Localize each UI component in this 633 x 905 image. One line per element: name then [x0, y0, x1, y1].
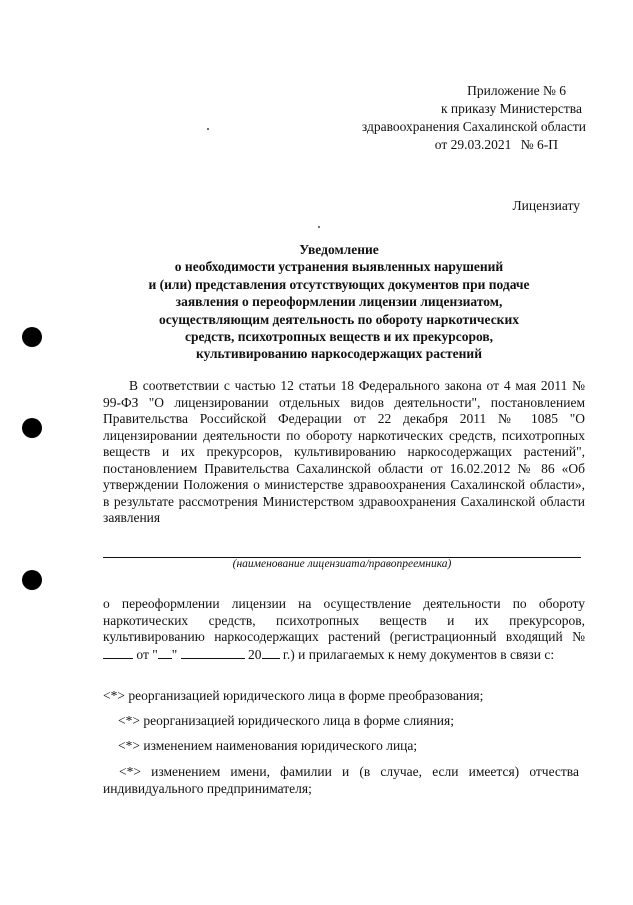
order-date-prefix: от: [434, 137, 448, 152]
registration-date-quote: ": [171, 646, 178, 662]
main-paragraph: В соответствии с частью 12 статьи 18 Федерального закона от 4 мая 2011 № 99-ФЗ "О лицензировании отдельных видов деятельности", постановлением Правительства Российской Федерации от 22 декабря 2011 № 1085 "О лицензировании деятельности по обороту наркотических средств, психотропных веществ и их прекурсоров, культивированию наркосодержащих растений", постановлением Правительства Сахалинской области от 16.02.2012 № 86 «Об утверждении Положения о министерстве здравоохранения Сахалинской области», в результате рассмотрения Министерством здравоохранения Сахалинской области заявления: [103, 378, 585, 525]
order-date-line: [362, 136, 558, 154]
ministry-name: здравоохранения Сахалинской области: [361, 119, 586, 134]
registration-date-label: от ": [136, 646, 158, 662]
addressee: Лицензиату: [512, 198, 580, 213]
registration-number-blank: [103, 646, 133, 659]
option-entrepreneur-name-change: <*> изменением имени, фамилии и (в случае, если имеется) отчества индивидуального предпринимателя;: [103, 764, 579, 796]
option-name-change: <*> изменением наименования юридического лица;: [118, 738, 418, 753]
order-date: 29.03.2021: [450, 137, 512, 152]
appendix-number: Приложение № 6: [467, 83, 566, 98]
title-line: и (или) представления отсутствующих документов при подаче: [148, 276, 530, 292]
option-transformation: <*> реорганизацией юридического лица в форме преобразования;: [103, 688, 484, 703]
title-line: осуществляющим деятельность по обороту наркотических: [159, 311, 519, 327]
punch-hole-middle: [22, 418, 42, 438]
order-reference: к приказу Министерства: [440, 101, 582, 116]
registration-day-blank: [158, 646, 172, 659]
title-line: заявления о переоформлении лицензии лицензиатом,: [175, 294, 503, 310]
scan-speck: [318, 226, 320, 228]
registration-number-label: №: [572, 629, 586, 644]
punch-hole-bottom: [22, 570, 42, 590]
document-header: [362, 82, 586, 154]
title-line: Уведомление: [299, 242, 379, 257]
title-line: средств, психотропных веществ и их прекурсоров,: [184, 329, 494, 345]
option-merger: <*> реорганизацией юридического лица в форме слияния;: [118, 713, 454, 728]
registration-year-blank: [262, 646, 280, 659]
punch-hole-top: [22, 327, 42, 347]
registration-year-label: 20: [248, 646, 262, 662]
licensee-name-caption: (наименование лицензиата/правопреемника): [232, 558, 452, 570]
order-number: № 6-П: [520, 137, 558, 152]
title-line: о необходимости устранения выявленных нарушений: [174, 259, 504, 275]
title-line: культивированию наркосодержащих растений: [195, 346, 482, 362]
second-paragraph: [103, 596, 585, 663]
registration-month-blank: [181, 646, 245, 659]
second-paragraph-text: о переоформлении лицензии на осуществление деятельности по обороту наркотических средств, психотропных веществ и их прекурсоров, культивированию наркосодержащих растений (регистрационный входящий: [103, 596, 585, 644]
scan-speck: [207, 128, 209, 130]
document-title: [70, 241, 608, 363]
second-paragraph-rest: г.) и прилагаемых к нему документов в связи с:: [282, 646, 555, 662]
